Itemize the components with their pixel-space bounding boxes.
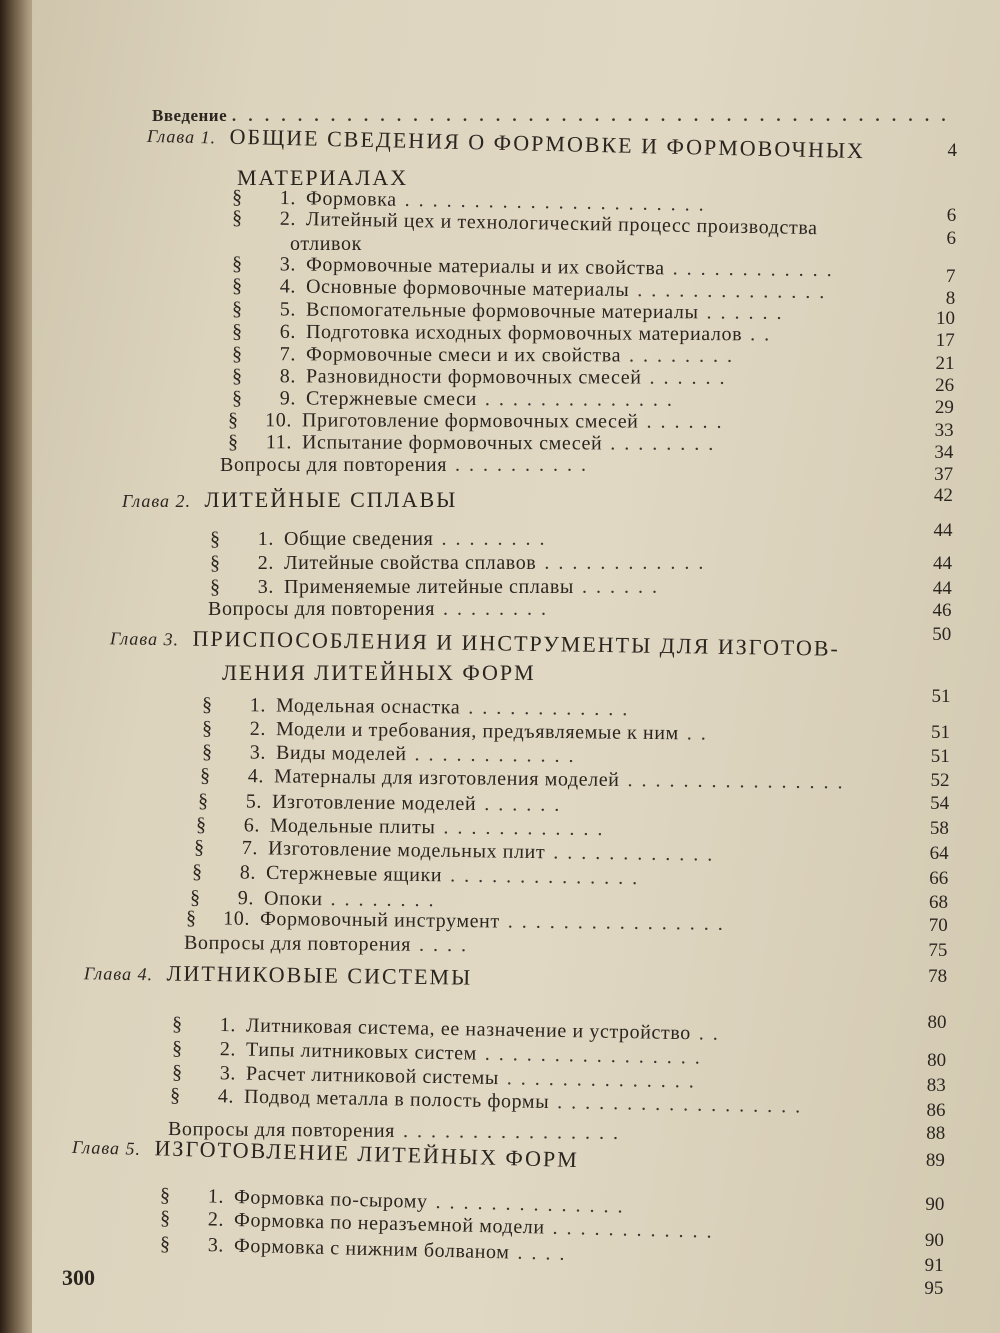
toc-entry xyxy=(210,528,553,551)
section-number: 3. xyxy=(207,1234,225,1257)
page-number: 42 xyxy=(933,485,953,506)
section-number: 1. xyxy=(279,186,297,210)
toc-entry xyxy=(170,1084,810,1118)
section-number: 4. xyxy=(279,275,297,298)
dot-leader: ............ xyxy=(414,743,583,767)
toc-entry xyxy=(220,454,595,477)
section-sign: § xyxy=(171,1013,183,1036)
section-sign: § xyxy=(197,790,209,813)
page-number: 44 xyxy=(933,520,953,541)
section-title: Изготовление моделей xyxy=(271,790,477,815)
page-number: 50 xyxy=(932,624,952,645)
section-title: Формовочные смеси и их свойства xyxy=(305,343,622,367)
page-folio-number: 300 xyxy=(62,1265,95,1290)
section-title: Приготовление формовочных смесей xyxy=(301,409,639,433)
section-number: 2. xyxy=(249,717,267,740)
page-number: 90 xyxy=(925,1194,945,1215)
section-sign: § xyxy=(231,387,243,410)
page-number: 46 xyxy=(932,600,952,621)
section-title: Стержневые ящики xyxy=(265,861,443,887)
page-number: 86 xyxy=(926,1100,946,1121)
chapter-label: Глава 4. xyxy=(83,963,154,985)
dot-leader: ...... xyxy=(706,301,791,324)
dot-leader: ............ xyxy=(672,257,841,282)
section-number: 3. xyxy=(219,1062,237,1085)
section-title: отливок xyxy=(290,233,362,255)
section-title: Матерналы для изготовления моделей xyxy=(273,765,620,791)
section-number: 5. xyxy=(245,790,263,813)
chapter-label: Глава 2. xyxy=(122,491,192,511)
toc-entry xyxy=(232,343,741,368)
toc-entry xyxy=(184,932,475,958)
section-title: Применяемые литейные сплавы xyxy=(284,576,574,598)
page-number: 64 xyxy=(929,843,949,864)
dot-leader: .. xyxy=(686,722,715,745)
section-title: Литейный цех и технологический процесс производства xyxy=(305,208,818,240)
section-sign: § xyxy=(210,576,221,598)
section-number: 10. xyxy=(265,409,293,432)
section-number: 5. xyxy=(279,298,297,321)
dot-leader: ........ xyxy=(629,344,742,367)
dot-leader: ................ xyxy=(507,910,732,935)
page-number: 90 xyxy=(924,1230,944,1251)
dot-leader: .............. xyxy=(484,388,681,411)
section-sign: § xyxy=(159,1207,171,1230)
section-number: 9. xyxy=(237,887,255,910)
section-sign: § xyxy=(201,741,213,764)
page-number: 66 xyxy=(929,868,949,889)
chapter-label: Глава 5. xyxy=(71,1136,142,1159)
section-title: Модельные плиты xyxy=(269,814,436,839)
section-sign: § xyxy=(159,1232,171,1256)
section-sign: § xyxy=(195,813,207,836)
section-title: Подвод металла в полость формы xyxy=(243,1085,550,1114)
section-title: Изготовление модельных плит xyxy=(267,837,546,864)
section-title: Модельная оснастка xyxy=(275,694,461,719)
dot-leader: .................. xyxy=(557,1091,810,1118)
page-number: 4 xyxy=(947,140,957,161)
section-title: Основные формовочные материалы xyxy=(305,275,630,302)
section-title: Виды моделей xyxy=(275,741,407,766)
section-title: Формовка с нижним болваном xyxy=(233,1234,510,1264)
page-number: 70 xyxy=(928,915,948,936)
chapter-heading xyxy=(110,624,840,661)
chapter-heading xyxy=(84,959,473,990)
page-number: 21 xyxy=(935,353,955,374)
section-number: 1. xyxy=(249,694,267,717)
section-title: Вопросы для повторения xyxy=(167,1117,396,1142)
page-number: 68 xyxy=(928,892,948,913)
section-title: Модели и требования, предъявляемые к ним xyxy=(275,718,679,745)
toc-entry xyxy=(208,598,555,621)
section-sign: § xyxy=(210,528,221,550)
page-number: 33 xyxy=(934,420,954,441)
page-number: 17 xyxy=(935,330,955,351)
dot-leader: ........ xyxy=(610,432,723,455)
section-title: Формовочный инструмент xyxy=(259,907,500,933)
dot-leader: .............. xyxy=(506,1067,704,1093)
chapter-title-continuation: ЛЕНИЯ ЛИТЕЙНЫХ ФОРМ xyxy=(222,660,536,685)
dot-leader: ........ xyxy=(443,598,556,620)
chapter-title: ЛИТЕЙНЫЕ СПЛАВЫ xyxy=(204,487,458,512)
section-title: Общие сведения xyxy=(284,528,434,550)
section-sign: § xyxy=(231,298,243,321)
page-number: 51 xyxy=(931,722,951,743)
chapter-title-continuation: МАТЕРИАЛАХ xyxy=(237,165,409,190)
section-number: 11. xyxy=(265,431,293,454)
section-number: 2. xyxy=(279,207,297,231)
page-number: 37 xyxy=(934,464,954,485)
page-number: 75 xyxy=(928,940,948,961)
section-sign: § xyxy=(185,907,197,930)
section-title: Опоки xyxy=(263,887,323,911)
page-number: 58 xyxy=(929,818,949,839)
dot-leader: ...................... xyxy=(404,188,713,216)
dot-leader: ................ xyxy=(484,1042,710,1069)
section-number: 2. xyxy=(207,1208,225,1231)
chapter-title: ПРИСПОСОБЛЕНИЯ И ИНСТРУМЕНТЫ ДЛЯ ИЗГОТОВ- xyxy=(192,625,841,661)
page-number: 51 xyxy=(931,686,951,707)
page-number: 8 xyxy=(945,288,956,309)
dot-leader: ...... xyxy=(581,576,666,598)
section-sign: § xyxy=(193,836,205,859)
page-number: 78 xyxy=(928,966,948,987)
section-title: Испытание формовочных смесей xyxy=(301,431,603,455)
toc-entry xyxy=(232,387,681,412)
page-number: 29 xyxy=(934,397,954,418)
dot-leader: .......... xyxy=(455,454,596,476)
intro-entry xyxy=(152,106,950,126)
section-number: 6. xyxy=(279,320,297,343)
chapter-title: ЛИТНИКОВЫЕ СИСТЕМЫ xyxy=(166,960,473,990)
section-title: Типы литниковых систем xyxy=(245,1038,478,1065)
page-number: 10 xyxy=(935,308,955,329)
dot-leader: . . . . . . . . . . . . . . . . . . . . . . . . . . . . . . . . . . . . . . . . . . . . xyxy=(231,106,950,125)
dot-leader: ...... xyxy=(646,410,731,433)
section-number: 9. xyxy=(279,387,297,410)
section-title: Формовка по-сырому xyxy=(233,1186,428,1213)
page-number: 51 xyxy=(930,746,950,767)
section-sign: § xyxy=(159,1184,171,1207)
section-sign: § xyxy=(191,860,203,883)
section-number: 1. xyxy=(219,1013,237,1037)
toc-entry xyxy=(198,790,569,817)
toc-entry xyxy=(228,409,731,434)
chapter-heading xyxy=(122,487,457,513)
section-sign: § xyxy=(199,764,211,787)
toc-entry xyxy=(232,365,734,390)
section-sign: § xyxy=(227,409,239,432)
chapter-title: ИЗГОТОВЛЕНИЕ ЛИТЕЙНЫХ ФОРМ xyxy=(154,1135,580,1173)
toc-entry xyxy=(210,576,666,599)
section-title: Литейные свойства сплавов xyxy=(284,552,537,574)
section-number: 6. xyxy=(243,814,261,837)
section-sign: § xyxy=(231,343,243,366)
section-sign: § xyxy=(201,693,213,716)
section-title: Вопросы для повторения xyxy=(220,454,448,476)
chapter-label: Глава 3. xyxy=(109,628,180,650)
toc-entry xyxy=(200,765,852,795)
dot-leader: .............. xyxy=(435,1190,632,1218)
page-number: 91 xyxy=(924,1255,944,1276)
page-number: 80 xyxy=(927,1050,947,1071)
section-sign: § xyxy=(169,1084,181,1107)
page-number: 54 xyxy=(930,793,950,814)
section-number: 4. xyxy=(247,765,265,788)
section-title: Вопросы для повторения xyxy=(183,931,412,956)
chapter-label: Глава 1. xyxy=(146,125,217,148)
page-number: 52 xyxy=(930,770,950,791)
section-number: 3. xyxy=(249,741,267,764)
section-title: Подготовка исходных формовочных материалов xyxy=(305,320,743,346)
page-number: 95 xyxy=(924,1278,944,1299)
section-title: Стержневые смеси xyxy=(305,387,477,411)
dot-leader: ............ xyxy=(553,841,722,866)
page-number: 6 xyxy=(946,228,956,249)
section-title: Разновидности формовочных смесей xyxy=(305,365,642,389)
section-sign: § xyxy=(210,552,221,574)
section-number: 2. xyxy=(257,552,274,574)
dot-leader: .... xyxy=(418,933,476,957)
toc-entry xyxy=(192,861,646,890)
page-number: 34 xyxy=(934,442,954,463)
section-number: 1. xyxy=(257,528,274,550)
dot-leader: ...... xyxy=(484,793,569,816)
intro-label: Введение xyxy=(152,106,228,125)
page-number: 80 xyxy=(927,1012,947,1033)
section-title: Формовочные материалы и их свойства xyxy=(305,253,665,280)
dot-leader: ........ xyxy=(330,888,443,912)
page-number: 7 xyxy=(945,266,956,287)
section-sign: § xyxy=(231,252,243,275)
section-title: Формовка xyxy=(305,187,397,211)
section-number: 7. xyxy=(241,836,259,860)
section-sign: § xyxy=(231,206,243,230)
page-number: 44 xyxy=(933,553,953,574)
dot-leader: .. xyxy=(750,323,779,346)
dot-leader: .............. xyxy=(637,279,834,304)
section-sign: § xyxy=(231,274,243,297)
section-number: 4. xyxy=(217,1085,235,1108)
page-number: 26 xyxy=(935,375,955,396)
section-number: 8. xyxy=(239,861,257,884)
section-title: Вопросы для повторения xyxy=(208,598,436,620)
section-number: 7. xyxy=(279,343,297,366)
section-title: Формовка по неразъемной модели xyxy=(233,1208,545,1239)
dot-leader: ................ xyxy=(402,1120,628,1145)
dot-leader: ............ xyxy=(468,696,637,721)
section-number: 3. xyxy=(257,576,274,598)
dot-leader: .... xyxy=(517,1241,574,1266)
toc-entry xyxy=(228,431,722,456)
dot-leader: ............ xyxy=(443,816,612,841)
page-number: 83 xyxy=(926,1075,946,1096)
section-sign: § xyxy=(189,886,201,909)
section-number: 2. xyxy=(219,1038,237,1061)
dot-leader: ............ xyxy=(552,1216,721,1243)
section-title: Расчет литниковой системы xyxy=(245,1062,500,1090)
toc-entry xyxy=(210,552,712,575)
section-sign: § xyxy=(171,1061,183,1084)
section-sign: § xyxy=(231,186,243,209)
chapter-heading xyxy=(147,122,865,164)
page-number: 89 xyxy=(925,1150,945,1171)
section-number: 8. xyxy=(279,365,297,388)
dot-leader: ................ xyxy=(627,769,852,794)
section-sign: § xyxy=(227,431,239,454)
section-sign: § xyxy=(171,1037,183,1060)
section-number: 10. xyxy=(223,907,251,930)
page-number: 6 xyxy=(946,205,957,226)
dot-leader: ...... xyxy=(649,366,734,389)
toc-entry xyxy=(202,741,583,768)
table-of-contents-page xyxy=(32,0,1000,1333)
dot-leader: ............ xyxy=(544,552,713,574)
chapter-title: ОБЩИЕ СВЕДЕНИЯ О ФОРМОВКЕ И ФОРМОВОЧНЫХ xyxy=(229,123,866,164)
page-number: 44 xyxy=(932,578,952,599)
dot-leader: .. xyxy=(698,1022,728,1045)
section-sign: § xyxy=(201,717,213,740)
toc-entry xyxy=(168,1118,627,1145)
section-sign: § xyxy=(231,365,243,388)
page-number: 88 xyxy=(926,1123,946,1144)
section-sign: § xyxy=(231,320,243,343)
section-title: Литниковая система, ее назначение и устройство xyxy=(245,1014,692,1045)
section-number: 3. xyxy=(279,253,297,276)
dot-leader: ........ xyxy=(441,528,554,550)
dot-leader: .............. xyxy=(450,864,647,890)
section-number: 1. xyxy=(207,1185,225,1208)
section-title: Вспомогательные формовочные материалы xyxy=(305,298,699,324)
